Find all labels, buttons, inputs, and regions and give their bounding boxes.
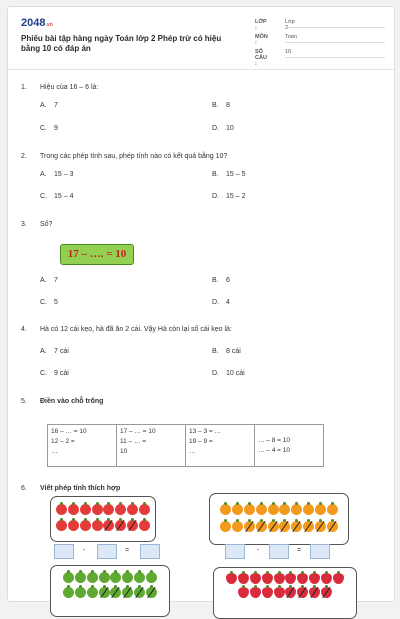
lime-icon bbox=[99, 572, 110, 583]
apple-icon bbox=[139, 504, 150, 515]
strawberry-icon bbox=[238, 587, 249, 598]
orange-icon bbox=[291, 504, 302, 515]
q1-option-d[interactable]: D. 10 bbox=[212, 125, 234, 132]
crossed-strawberry-icon bbox=[321, 587, 332, 598]
worksheet-title: Phiếu bài tập hàng ngày Toán lớp 2 Phép trừ có hiệu bằng 10 có đáp án bbox=[21, 34, 222, 53]
apple-icon bbox=[92, 520, 103, 531]
answer-box[interactable] bbox=[97, 544, 117, 559]
orange-icon bbox=[220, 521, 231, 532]
apple-icon bbox=[115, 504, 126, 515]
apple-icon bbox=[56, 504, 67, 515]
answer-box[interactable] bbox=[310, 544, 330, 559]
site-logo[interactable]: 2048.vn bbox=[21, 17, 53, 29]
q2-option-b[interactable]: B. 15 – 5 bbox=[212, 171, 246, 178]
lime-icon bbox=[63, 587, 74, 598]
fill-in-table bbox=[47, 424, 324, 467]
fill-cell[interactable]: 16 – … = 10 12 – 2 = … bbox=[48, 425, 117, 467]
answer-box[interactable] bbox=[269, 544, 289, 559]
lime-icon bbox=[122, 572, 133, 583]
fill-cell[interactable]: … – 8 = 10 … – 4 = 10 bbox=[255, 425, 324, 467]
strawberry-icon bbox=[333, 573, 344, 584]
strawberry-icon bbox=[274, 573, 285, 584]
q4-option-b[interactable]: B. 8 cái bbox=[212, 348, 241, 355]
lime-icon bbox=[134, 572, 145, 583]
strawberries-picture bbox=[213, 567, 357, 619]
crossed-apple-icon bbox=[127, 520, 138, 531]
equals-sign: = bbox=[125, 547, 130, 554]
strawberry-icon bbox=[262, 573, 273, 584]
minus-sign: - bbox=[257, 547, 260, 554]
crossed-orange-icon bbox=[268, 521, 279, 532]
answer-box[interactable] bbox=[140, 544, 160, 559]
apple-icon bbox=[127, 504, 138, 515]
crossed-lime-icon bbox=[99, 587, 110, 598]
q3-option-b[interactable]: B. 6 bbox=[212, 277, 230, 284]
q2-option-d[interactable]: D. 15 – 2 bbox=[212, 193, 246, 200]
strawberry-icon bbox=[309, 573, 320, 584]
lime-icon bbox=[75, 587, 86, 598]
answer-box[interactable] bbox=[225, 544, 245, 559]
lime-icon bbox=[87, 587, 98, 598]
apple-icon bbox=[68, 504, 79, 515]
q3-option-d[interactable]: D. 4 bbox=[212, 299, 230, 306]
orange-icon bbox=[244, 504, 255, 515]
crossed-orange-icon bbox=[327, 521, 338, 532]
q2-option-c[interactable]: C. 15 – 4 bbox=[40, 193, 74, 200]
crossed-strawberry-icon bbox=[285, 587, 296, 598]
strawberry-icon bbox=[226, 573, 237, 584]
crossed-apple-icon bbox=[115, 520, 126, 531]
equals-sign: = bbox=[297, 547, 302, 554]
strawberry-icon bbox=[274, 587, 285, 598]
fill-cell[interactable]: 13 – 3 = … 19 – 9 = … bbox=[186, 425, 255, 467]
crossed-lime-icon bbox=[134, 587, 145, 598]
crossed-lime-icon bbox=[110, 587, 121, 598]
lime-icon bbox=[63, 572, 74, 583]
crossed-strawberry-icon bbox=[309, 587, 320, 598]
lime-icon bbox=[75, 572, 86, 583]
orange-icon bbox=[268, 504, 279, 515]
crossed-strawberry-icon bbox=[297, 587, 308, 598]
strawberry-icon bbox=[238, 573, 249, 584]
crossed-lime-icon bbox=[122, 587, 133, 598]
apple-icon bbox=[103, 504, 114, 515]
crossed-orange-icon bbox=[303, 521, 314, 532]
orange-icon bbox=[279, 504, 290, 515]
worksheet-header: 2048.vn Phiếu bài tập hàng ngày Toán lớp 2 Phép trừ có hiệu bằng 10 có đáp án LỚP : Lớp 2 MÔN : Toán SỐ CÂU : 10 bbox=[8, 7, 394, 70]
apple-icon bbox=[68, 520, 79, 531]
apples-picture bbox=[50, 496, 156, 542]
apple-icon bbox=[92, 504, 103, 515]
strawberry-icon bbox=[250, 573, 261, 584]
lime-icon bbox=[146, 572, 157, 583]
strawberry-icon bbox=[297, 573, 308, 584]
q3-option-c[interactable]: C. 5 bbox=[40, 299, 58, 306]
strawberry-icon bbox=[250, 587, 261, 598]
orange-icon bbox=[327, 504, 338, 515]
q1-option-b[interactable]: B. 8 bbox=[212, 102, 230, 109]
apple-icon bbox=[80, 504, 91, 515]
q4-option-c[interactable]: C. 9 cái bbox=[40, 370, 69, 377]
orange-icon bbox=[232, 504, 243, 515]
apple-icon bbox=[56, 520, 67, 531]
crossed-orange-icon bbox=[256, 521, 267, 532]
strawberry-icon bbox=[262, 587, 273, 598]
oranges-picture bbox=[209, 493, 349, 545]
minus-sign: - bbox=[83, 547, 86, 554]
crossed-orange-icon bbox=[291, 521, 302, 532]
lime-icon bbox=[87, 572, 98, 583]
fill-cell[interactable]: 17 – … = 10 11 – … = 10 bbox=[117, 425, 186, 467]
limes-picture bbox=[50, 565, 170, 617]
q3-expression-box: 17 – …. = 10 bbox=[60, 244, 134, 265]
answer-box[interactable] bbox=[54, 544, 74, 559]
q1-option-c[interactable]: C. 9 bbox=[40, 125, 58, 132]
q2-option-a[interactable]: A. 15 – 3 bbox=[40, 171, 74, 178]
orange-icon bbox=[303, 504, 314, 515]
crossed-orange-icon bbox=[279, 521, 290, 532]
orange-icon bbox=[315, 504, 326, 515]
strawberry-icon bbox=[285, 573, 296, 584]
strawberry-icon bbox=[321, 573, 332, 584]
lime-icon bbox=[110, 572, 121, 583]
q4-option-a[interactable]: A. 7 cái bbox=[40, 348, 69, 355]
apple-icon bbox=[80, 520, 91, 531]
q1-option-a[interactable]: A. 7 bbox=[40, 102, 58, 109]
q3-option-a[interactable]: A. 7 bbox=[40, 277, 58, 284]
orange-icon bbox=[232, 521, 243, 532]
orange-icon bbox=[256, 504, 267, 515]
q4-option-d[interactable]: D. 10 cái bbox=[212, 370, 245, 377]
crossed-lime-icon bbox=[146, 587, 157, 598]
orange-icon bbox=[220, 504, 231, 515]
worksheet: 2048.vn Phiếu bài tập hàng ngày Toán lớp 2 Phép trừ có hiệu bằng 10 có đáp án LỚP : Lớp 2 MÔN : Toán SỐ CÂU : 10 1. Hiệu của 16 – 6 là: A. 7 B. 8 C. 9 D. 10 2. Trong các phép tính sau, phép tính nào có kết quả bằng 10? A. 15 – 3 B. 15 – 5 C. 15 – 4 D. 15 – 2 3. Số? 17 – …. = 10 A. 7 B. 6 C. 5 D. 4 4. Hà có 12 cái kẹo, hà đã ăn 2 cái. Vậy Hà còn lại số cái kẹo là: A. 7 cái B. 8 cái C. 9 cái D. 10 cái 5. Điền vào chỗ trống 16 – … = 10 12 – 2 = … 17 – … = 10 11 – … = 10 13 – 3 = … 19 – 9 = … … – 8 = 10 … – 4 = 10 6. Viết phép tính thích hợp - = - = bbox=[7, 6, 395, 602]
crossed-apple-icon bbox=[103, 520, 114, 531]
crossed-orange-icon bbox=[315, 521, 326, 532]
apple-icon bbox=[139, 520, 150, 531]
crossed-orange-icon bbox=[244, 521, 255, 532]
